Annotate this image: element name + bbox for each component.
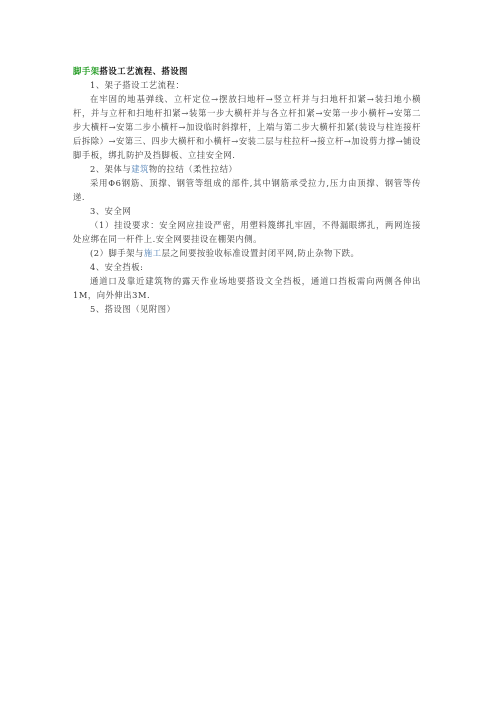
title-rest: 搭设工艺流程、搭设图 bbox=[99, 66, 189, 76]
section-2-heading-a: 2、架体与 bbox=[90, 164, 132, 174]
document-title bbox=[73, 64, 421, 78]
section-3-heading: 3、安全网 bbox=[90, 206, 132, 216]
section-4-heading: 4、安全挡板: bbox=[90, 262, 144, 272]
section-1-body: 在牢固的地基弹线、立杆定位→摆放扫地杆→竖立杆并与扫地杆扣紧→装扫地小横杆，并与立杆和扫地杆扣紧→装第一步大横杆并与各立杆扣紧→安第一步小横杆→安第二步大横杆→安第二步小横杆→加设临时斜撑杆，上端与第二步大横杆扣紧(装设与柱连接杆后拆除）→安第三、四步大横杆和小横杆→安装二层与柱拉杆→接立杆→加设剪力撑→铺设脚手板，绑扎防护及挡脚板、立挂安全网. bbox=[73, 94, 421, 160]
section-2-heading bbox=[73, 162, 421, 176]
section-4-body: 通道口及靠近建筑物的露天作业场地要搭设文全挡板，通道口挡板需向两侧各伸出1M，向外伸出3M. bbox=[73, 276, 421, 300]
section-1-heading: 1、架子搭设工艺流程： bbox=[90, 80, 185, 90]
construction-link[interactable]: 施工 bbox=[143, 248, 162, 258]
title-highlight[interactable]: 脚手架 bbox=[73, 66, 100, 76]
section-3-p2-b: 层之间要按验收标准设置封闭平网,防止杂物下跌。 bbox=[161, 248, 360, 258]
section-3-paragraph-1: （1）挂设要求：安全网应挂设严密，用塑料篾绑扎牢固，不得漏眼绑扎，两网连接处应绑在同一杆件上.安全网要挂设在棚架内侧。 bbox=[73, 220, 421, 244]
document-body bbox=[73, 64, 421, 316]
section-3-paragraph-2 bbox=[73, 246, 421, 260]
section-3-p2-a: (2）脚手架与 bbox=[90, 248, 144, 258]
section-2-body: 采用Φ6钢筋、顶撑、钢管等组成的部件,其中钢筋承受拉力,压力由顶撑、钢管等传递. bbox=[73, 178, 421, 202]
section-5-heading: 5、搭设图（见附图） bbox=[90, 304, 176, 314]
section-2-heading-b: 物的拉结（柔性拉结） bbox=[148, 164, 238, 174]
building-link[interactable]: 建筑 bbox=[131, 164, 149, 174]
